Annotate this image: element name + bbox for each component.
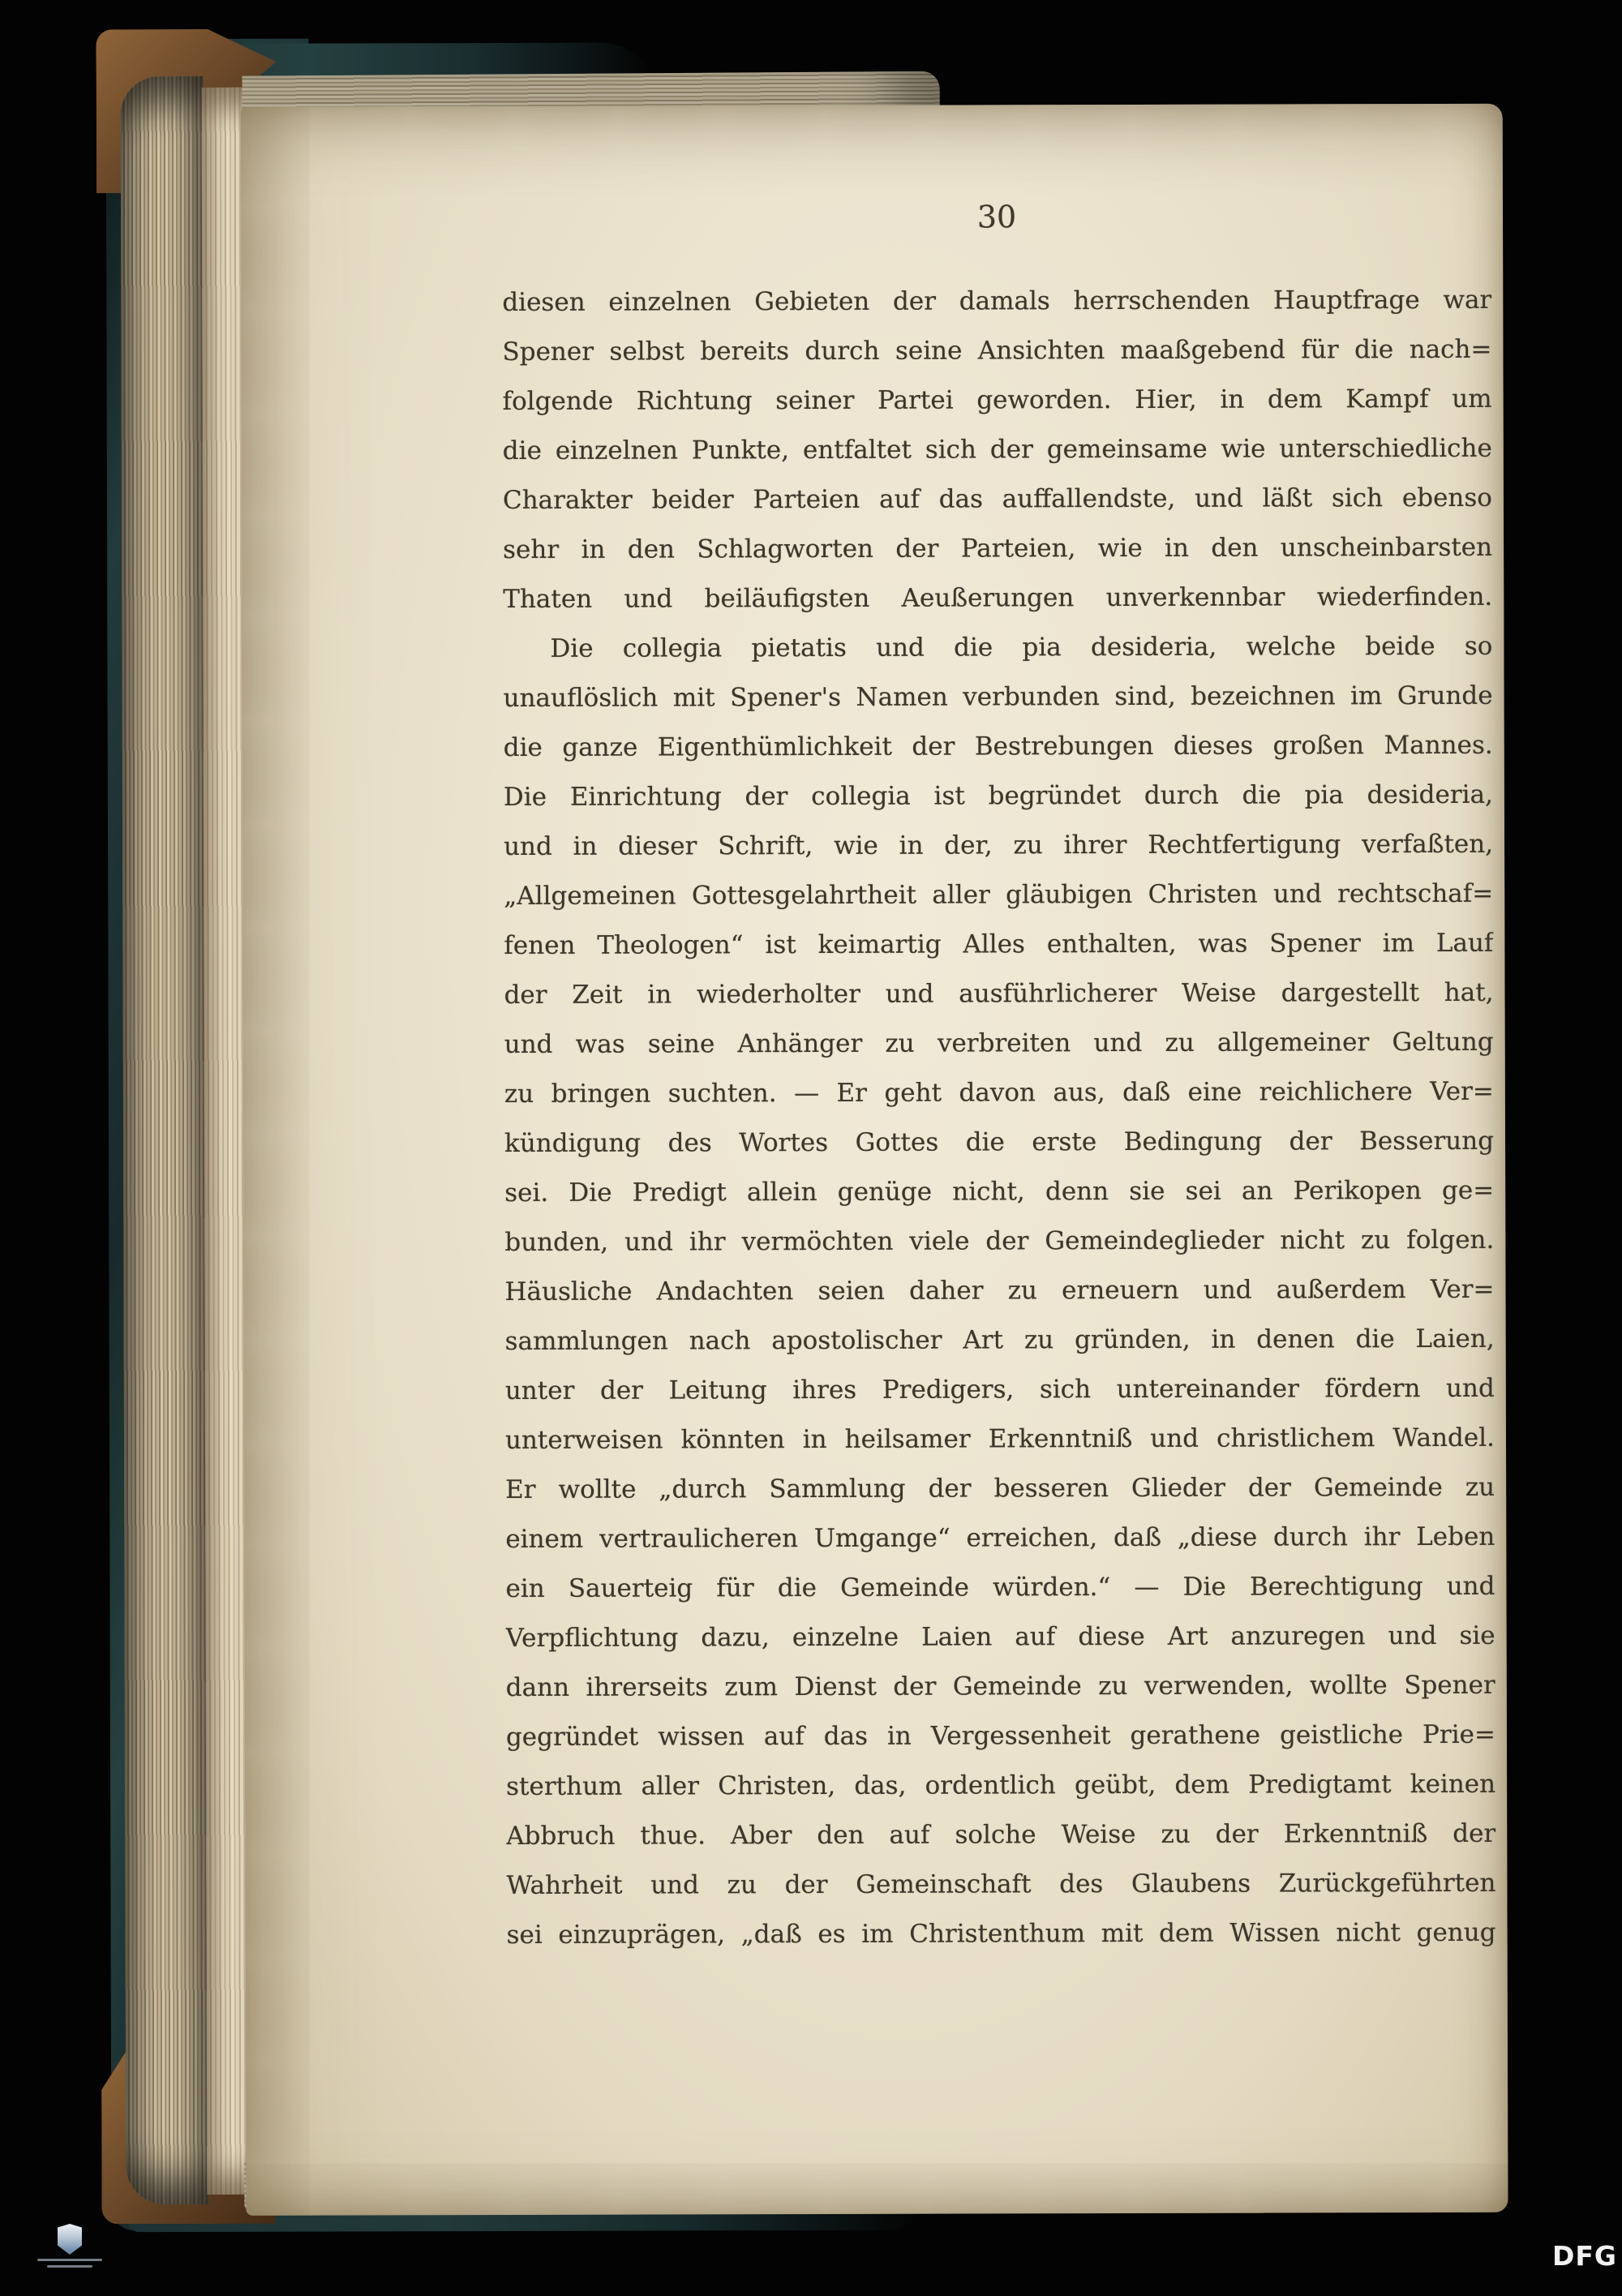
paragraph-1 [502,276,1492,624]
text-line: Charakter beider Parteien auf das auffallendste, und läßt sich ebenso [502,483,1492,515]
text-line: die einzelnen Punkte, entfaltet sich der gemeinsame wie unterschiedliche [502,433,1492,466]
text-line: sterthum aller Christen, das, ordentlich geübt, dem Predigtamt keinen [506,1769,1496,1801]
text-line: diesen einzelnen Gebieten der damals herrschenden Hauptfrage war [502,285,1492,317]
text-line: die ganze Eigenthümlichkeit der Bestrebungen dieses großen Mannes. [503,730,1493,762]
page-number: 30 [976,199,1017,235]
text-line: ein Sauerteig für die Gemeinde würden.“ — Die Berechtigung und [505,1571,1495,1603]
book-scan [94,21,1529,2254]
text-line: Häusliche Andachten seien daher zu erneuern und außerdem Ver= [504,1274,1495,1307]
library-emblem-icon [58,2224,82,2255]
paragraph-2 [503,622,1495,1960]
text-line: folgende Richtung seiner Partei geworden. Hier, in dem Kampf um [502,384,1492,416]
dfg-logo: DFG [1552,2240,1618,2272]
page-text [502,276,1495,1960]
text-line: sei. Die Predigt allein genüge nicht, denn sie sei an Perikopen ge= [504,1175,1495,1208]
text-line: unter der Leitung ihres Predigers, sich untereinander fördern und [504,1373,1495,1405]
text-line: unauflöslich mit Spener's Namen verbunden sind, bezeichnen im Grunde [503,680,1493,713]
text-line: kündigung des Wortes Gottes die erste Bedingung der Besserung [504,1126,1495,1158]
text-line: Die Einrichtung der collegia ist begründet durch die pia desideria, [503,779,1493,812]
text-line: und was seine Anhänger zu verbreiten und zu allgemeiner Geltung [504,1027,1494,1059]
text-line: Abbruch thue. Aber den auf solche Weise zu der Erkenntniß der [506,1818,1496,1851]
library-logo-text-line [37,2259,102,2261]
text-line: Wahrheit und zu der Gemeinschaft des Glaubens Zurückgeführten [506,1868,1496,1900]
text-line: Er wollte „durch Sammlung der besseren Glieder der Gemeinde zu [505,1472,1495,1504]
text-line: Thaten und beiläufigsten Aeußerungen unverkennbar wiederfinden. [503,582,1493,614]
text-line: Verpflichtung dazu, einzelne Laien auf diese Art anzuregen und sie [505,1620,1495,1653]
text-line: der Zeit in wiederholter und ausführlicherer Weise dargestellt hat, [504,977,1494,1010]
text-line: fenen Theologen“ ist keimartig Alles enthalten, was Spener im Lauf [504,928,1494,960]
library-logo [21,2224,118,2268]
text-line: „Allgemeinen Gottesgelahrtheit aller gläubigen Christen und rechtschaf= [504,878,1494,911]
text-line: Spener selbst bereits durch seine Ansichten maaßgebend für die nach= [502,334,1492,367]
text-line: unterweisen könnten in heilsamer Erkenntniß und christlichem Wandel. [504,1423,1495,1455]
text-line: zu bringen suchten. — Er geht davon aus, daß eine reichlichere Ver= [504,1076,1494,1109]
text-line: einem vertraulicheren Umgange“ erreichen, daß „diese durch ihr Leben [505,1521,1495,1554]
text-line: sammlungen nach apostolischer Art zu gründen, in denen die Laien, [504,1324,1495,1356]
book-page [241,104,1508,2216]
text-line: dann ihrerseits zum Dienst der Gemeinde zu verwenden, wollte Spener [505,1670,1495,1702]
text-line: sehr in den Schlagworten der Parteien, wie in den unscheinbarsten [503,532,1493,564]
text-line: gegründet wissen auf das in Vergessenheit gerathene geistliche Prie= [505,1719,1495,1752]
text-line: bunden, und ihr vermöchten viele der Gemeindeglieder nicht zu folgen. [504,1225,1495,1257]
library-logo-text-line [47,2265,92,2268]
text-line: und in dieser Schrift, wie in der, zu ihrer Rechtfertigung verfaßten, [504,829,1494,861]
text-line: Die collegia pietatis und die pia desideria, welche beide so [550,631,1493,663]
text-line: sei einzuprägen, „daß es im Christenthum mit dem Wissen nicht genug [506,1917,1496,1950]
page-edge-stack-left-outer [121,76,209,2204]
